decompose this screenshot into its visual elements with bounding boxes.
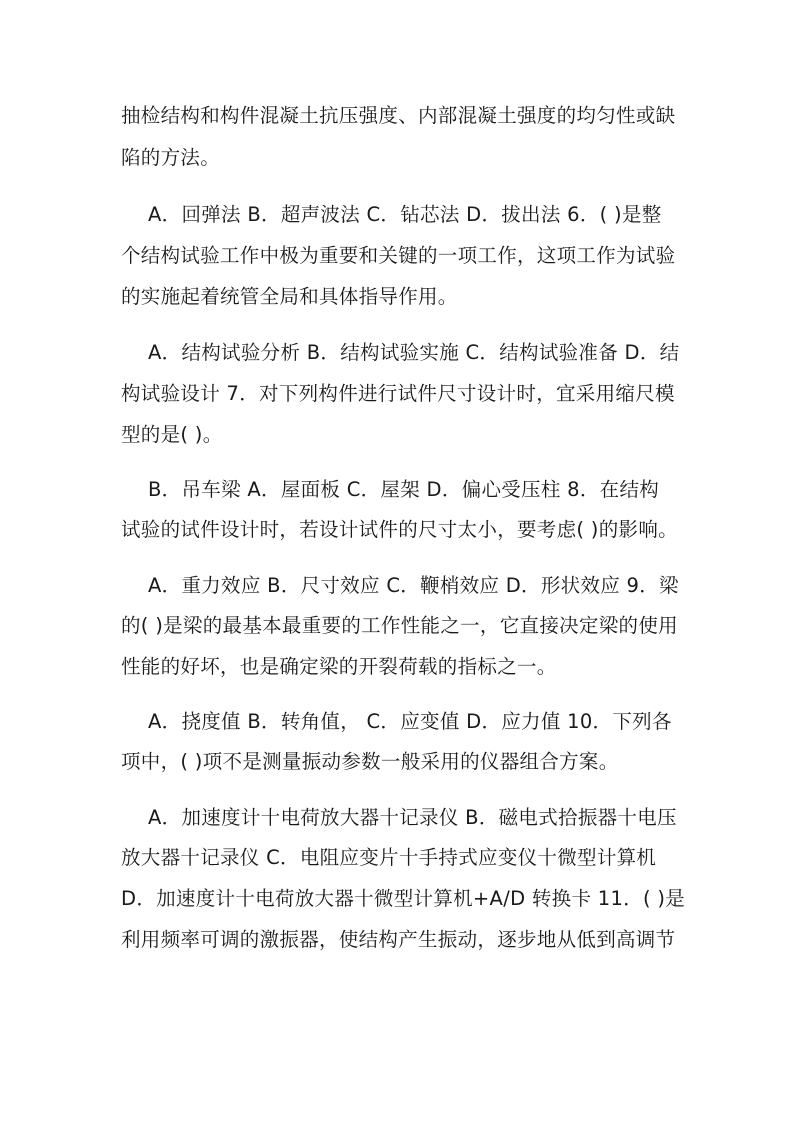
text-line: A．重力效应 B．尺寸效应 C．鞭梢效应 D．形状效应 9．梁 xyxy=(148,574,679,597)
text-line: A．挠度值 B．转角值， C．应变值 D．应力值 10．下列各 xyxy=(148,710,672,733)
text-line: A．回弹法 B．超声波法 C．钻芯法 D．拔出法 6．( )是整 xyxy=(148,203,662,226)
text-line: D．加速度计十电荷放大器十微型计算机+A/D 转换卡 11．( )是 xyxy=(121,887,686,910)
text-line: 构试验设计 7．对下列构件进行试件尺寸设计时，宜采用缩尺模 xyxy=(121,382,675,405)
text-line: 抽检结构和构件混凝土抗压强度、内部混凝土强度的均匀性或缺 xyxy=(121,104,676,127)
text-line: B．吊车梁 A．屋面板 C．屋架 D．偏心受压柱 8．在结构 xyxy=(148,478,660,501)
text-line: A．加速度计十电荷放大器十记录仪 B．磁电式拾振器十电压 xyxy=(148,806,677,829)
text-line: 的实施起着统管全局和具体指导作用。 xyxy=(121,285,458,308)
text-line: 型的是( )。 xyxy=(121,423,223,446)
text-line: 放大器十记录仪 C．电阻应变片十手持式应变仪十微型计算机 xyxy=(121,846,657,869)
text-line: 个结构试验工作中极为重要和关键的一项工作，这项工作为试验 xyxy=(121,244,676,267)
text-line: 项中，( )项不是测量振动参数一般采用的仪器组合方案。 xyxy=(121,750,619,773)
text-line: 利用频率可调的激振器，使结构产生振动，逐步地从低到高调节 xyxy=(121,928,676,951)
text-line: 性能的好坏，也是确定梁的开裂荷载的指标之一。 xyxy=(121,655,557,678)
text-line: 陷的方法。 xyxy=(121,146,221,169)
text-line: A．结构试验分析 B．结构试验实施 C．结构试验准备 D．结 xyxy=(148,341,680,364)
text-line: 的( )是梁的最基本最重要的工作性能之一，它直接决定梁的使用 xyxy=(121,614,678,637)
text-line: 试验的试件设计时，若设计试件的尺寸太小，要考虑( )的影响。 xyxy=(121,518,678,541)
